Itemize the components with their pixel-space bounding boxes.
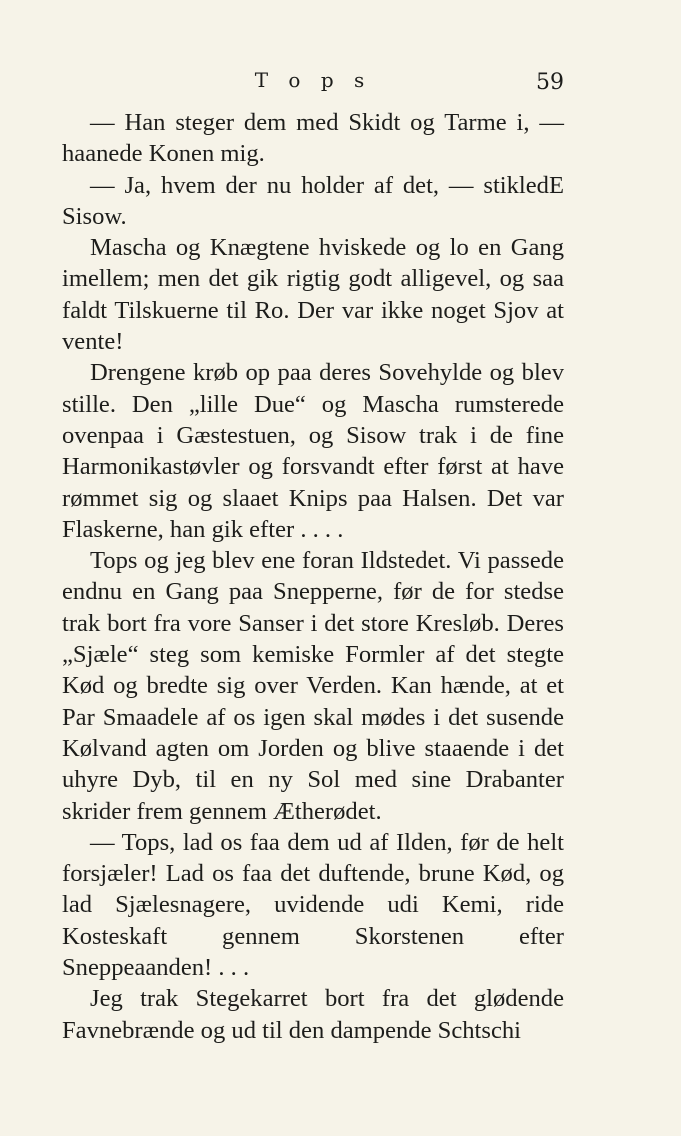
paragraph-1: — Han steger dem med Skidt og Tarme i, — haanede Konen mig. — [62, 109, 564, 168]
paragraph-7: Jeg trak Stegekarret bort fra det glødende Favnebrænde og ud til den dampende Schtschi — [62, 985, 564, 1044]
paragraph-3: Mascha og Knægtene hviskede og lo en Gang imellem; men det gik rigtig godt alligevel, og saa faldt Tilskuerne til Ro. Der var ikke noget Sjov at vente! — [62, 234, 564, 356]
running-title: T o p s — [254, 68, 372, 92]
page-number: 59 — [536, 70, 564, 95]
running-head — [62, 66, 564, 102]
paragraph-4: Drengene krøb op paa deres Sovehylde og blev stille. Den „lille Due“ og Mascha rumsterede ovenpaa i Gæstestuen, og Sisow trak i de fine Harmonikastøvler og forsvandt efter først at have rømmet sig og slaaet Knips paa Halsen. Det var Flaskerne, han gik efter . . . . — [62, 359, 564, 543]
paragraph-2: — Ja, hvem der nu holder af det, — stikledE Sisow. — [62, 171, 564, 230]
paragraph-6: — Tops, lad os faa dem ud af Ilden, før de helt forsjæler! Lad os faa det duftende, brune Kød, og lad Sjælesnagere, uvidende udi Kemi, ride Kosteskaft gennem Skorstenen efter Sneppeaanden! . . . — [62, 828, 564, 982]
paragraph-5: Tops og jeg blev ene foran Ildstedet. Vi passede endnu en Gang paa Snepperne, før de for stedse trak bort fra vore Sanser i det store Kresløb. Deres „Sjæle“ steg som kemiske Formler af det stegte Kød og bredte sig over Verden. Kan hænde, at et Par Smaadele af os igen skal mødes i det susende Kølvand agten om Jorden og blive staaende i det uhyre Dyb, til en ny Sol med sine Drabanter skrider frem gennem Ætherødet. — [62, 547, 564, 825]
body-text — [62, 107, 564, 1046]
